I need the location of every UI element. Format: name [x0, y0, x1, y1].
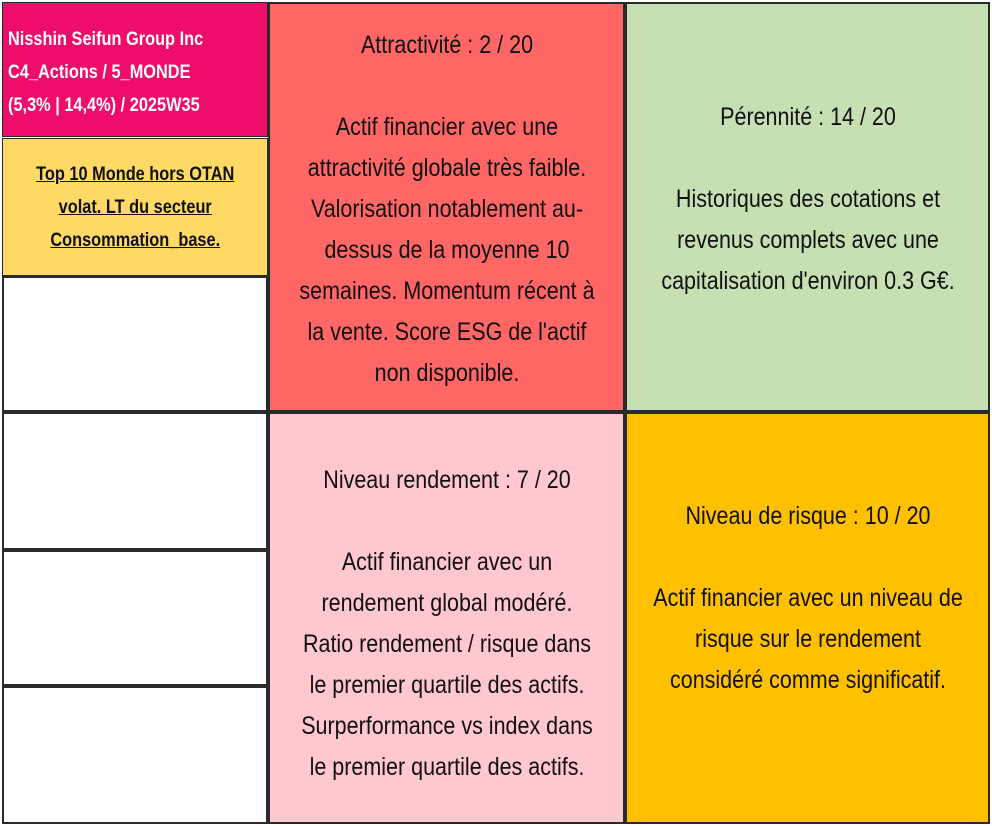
- risque-score: Niveau de risque : 10 / 20: [684, 501, 931, 530]
- attractivite-score: Attractivité : 2 / 20: [360, 31, 533, 59]
- risque-panel: [625, 412, 990, 824]
- empty-cell: [2, 276, 268, 412]
- asset-name: Nisshin Seifun Group Inc: [8, 29, 204, 50]
- rendement-description: Actif financier avec un rendement global modéré. Ratio rendement / risque dans le premier quartile des actifs. Surperformance vs index dans le premier quartile des actifs.: [300, 548, 593, 781]
- asset-universe: C4_Actions / 5_MONDE: [8, 62, 191, 83]
- perennite-score: Pérennité : 14 / 20: [719, 102, 896, 131]
- perennite-description: Historiques des cotations et revenus complets avec une capitalisation d'environ 0.3 G€.: [660, 184, 955, 295]
- risque-description: Actif financier avec un niveau de risque sur le rendement considéré comme significatif.: [652, 583, 963, 694]
- attractivite-panel: [268, 2, 625, 412]
- rendement-score: Niveau rendement : 7 / 20: [322, 466, 571, 494]
- empty-cell: [2, 412, 268, 550]
- category-cell: [2, 138, 268, 276]
- empty-cell: [2, 686, 268, 824]
- attractivite-description: Actif financier avec une attractivité globale très faible. Valorisation notablement au- dessus de la moyenne 10 semaines. Momentum récent à la vente. Score ESG de l'actif non disponible.: [298, 113, 595, 387]
- asset-title-cell: [2, 2, 268, 137]
- perennite-panel: [625, 2, 990, 412]
- asset-metrics: (5,3% | 14,4%) / 2025W35: [8, 95, 200, 116]
- rendement-panel: [268, 412, 625, 824]
- category-label: Top 10 Monde hors OTAN volat. LT du secteur Consommation_base.: [35, 163, 235, 251]
- empty-cell: [2, 550, 268, 686]
